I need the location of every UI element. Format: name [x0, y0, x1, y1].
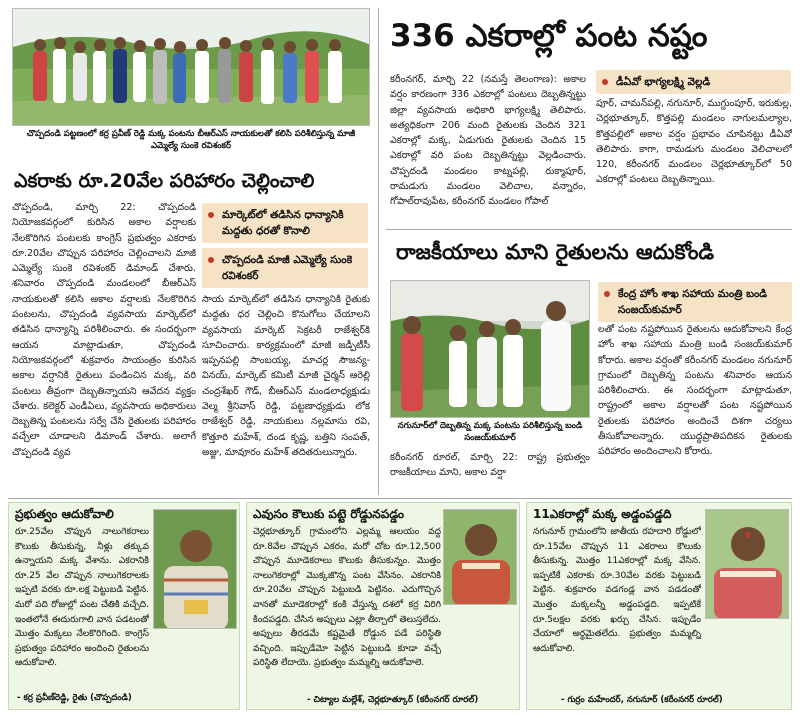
- headline-compensation: ఎకరాకు రూ.20వేల పరిహారం చెల్లించాలి: [14, 170, 315, 192]
- farmer-portrait-photo: [153, 509, 237, 629]
- photo-caption: చొప్పదండి పట్టణంలో కర్ర ప్రవీణ్ రెడ్డి మక్క పంటను బీఆర్ఎస్ నాయకులతో కలిసి పరిశీలిస్తున్న మాజీ ఎమ్మెల్యే సుంకె రవిశంకర్: [26, 129, 356, 151]
- panel-body: నగునూర్ గ్రామంలోని జాతీయ రహదారి రోడ్డులో రూ.15వేల చొప్పున 11 ఎకరాలు కౌలుకు తీసుకున్న. మొత్తం 11ఎకరాల్లో మక్క వేసిన. ఇప్పటికే ఎకరాకు రూ.30వేల వరకు పెట్టుబడి పెట్టిన. శుక్రవారం వడగండ్ల వాన పడడంతో మొత్తం మక్కలన్నీ అడ్డంపడ్డది. ఇప్పటికే రూ.5లక్షల వరకు ఖర్చు చేసిన. ఇప్పుడేం చేయాలో అర్థమైతలేదు. ప్రభుత్వం మమ్మల్ని ఆదుకోవాలి.: [533, 527, 701, 654]
- box-text: కేంద్ర హోం శాఖ సహాయ మంత్రి బండి సంజయ్‌కుమార్: [618, 288, 768, 316]
- highlight-box-minister: [598, 282, 792, 322]
- bullet-icon: [602, 79, 608, 85]
- panel-title: ప్రభుత్వం ఆదుకోవాలి: [15, 507, 114, 521]
- highlight-box-dao: [596, 70, 791, 94]
- story2-column2: పూర్, చామన్‌పల్లి, నగునూర్, ముగ్దుంపూర్, ఇరుకుల్ల, చెర్లభూత్కూర్, కొత్తపల్లి మండలం నాగులమల్యాల, కొత్తపల్లిలో అకాల వర్షం ప్రభావం చూపినట్టు డీఏవో తెలిపారు. కాగా, రామడుగు మండలం వెలిచాలలో 120, కరీంనగర్ మండలం చెర్లభూత్కూర్‌లో 50 ఎకరాల్లో పంటలు దెబ్బతిన్నాయి.: [596, 98, 792, 186]
- panel-body: చెర్లభూత్కూర్ గ్రామంలోని ఎల్లమ్మ ఆలయం వద్ద రూ.8వేల చొప్పున ఎకరం, మరో చోట రూ.12,500 చొప్పున మూడెకరాలు కౌలుకు తీసుకున్నం. మొత్తం నాలుగెకరాల్లో మొక్కజొన్న పంట వేసినం. ఎకరానికి రూ.20వేల చొప్పున పెట్టుబడి పెట్టినం. ఎదుగొచ్చిన వానతో మూడెకరాల్లో కంకి వేస్తున్న దశలో కర్ర విరిగి కిందపడ్డది. చేసిన అప్పులు ఎట్లా తీర్చాలో తెలుస్తలేదు. అప్పులు తీరడమే కష్టమైతే రోడ్డున పడే పరిస్థితి వచ్చింది. ఇప్పుడేమో పెట్టిన పెట్టుబడి కూడా వచ్చే పరిస్థితి లేదాయె. ప్రభుత్వం మమ్మల్ని ఆదుకోవాలె.: [253, 527, 441, 669]
- bullet-icon: [208, 257, 214, 263]
- story1-column2: సాయ మార్కెట్‌లో తడిసిన ధాన్యానికి రైతుకు మద్దతు ధర చెల్లించి కొనుగోలు చేయాలని వ్యవసాయ మార్కెట్ సెక్రటరీ రాజేశ్వర్‌కి సూచించారు. కార్యక్రమంలో మాజీ జడ్పీటీసీ ఇప్పనపల్లి సాంబయ్య, మాచర్ల సౌజన్య-వినయ్, మార్కెట్ కమిటీ మాజీ చైర్మన్ ఆరెల్లి చంద్రశేఖర్ గౌడ్, బీఆర్ఎస్ మండలాధ్యక్షుడు వెల్మ శ్రీనివాస్ రెడ్డి, పట్టణాధ్యక్షుడు లోక రాజేశ్వర్ రెడ్డి, నాయకులు నల్లమాసు రవి, కొత్తూరి మహేశ్, దండ కృష్ణ, బత్తిని సంపత్, అజ్జు, మావూరం మహేశ్ తదితరులున్నారు.: [202, 294, 370, 458]
- story3-column-bottom: కరీంనగర్ రూరల్, మార్చి 22: రాష్ట్ర ప్రభుత్వం రాజకీయాలు మాని, అకాల వర్షా: [390, 452, 590, 479]
- headline-politics: రాజకీయాలు మాని రైతులను ఆదుకోండి: [396, 240, 715, 264]
- story1-column1: చొప్పదండి, మార్చి 22: చొప్పదండి నియోజకవర్గంలో కురిసిన అకాల వర్షాలకు నేలకొరిగిన పంటలకు కాంగ్రెస్ ప్రభుత్వం ఎకరాకు రూ.20వేల చొప్పున పరిహారం చెల్లించాలని మాజీ ఎమ్మెల్యే సుంకె రవిశంకర్ డిమాండ్ చేశారు. శనివారం చొప్పదండి మండలంలో బీఆర్ఎస్ నాయకులతో కలిసి అకాల వర్షాలకు నేలకొరిగిన పంటలను, చొప్పదండి వ్యవసాయ మార్కెట్‌లో తడిసిన ధాన్యాన్ని పరిశీలించారు. ఈ సందర్భంగా ఆయన మాట్లాడుతూ, చొప్పదండి నియోజకవర్గంలో శుక్రవారం సాయంత్రం కురిసిన అకాల వర్షానికి రైతులు పండించిన మక్క, వరి పంటలు తీవ్రంగా దెబ్బతిన్నాయని ఆవేదన వ్యక్తం చేశారు. కలెక్టర్ ఎండీఏలు, వ్యవసాయ అధికారులు దెబ్బతిన్న పంటలను సర్వే చేసి రైతులకు పరిహారం వచ్చేలా చూడాలని డిమాండ్ చేశారు. అలాగే చొప్పదండి వ్యవ: [12, 202, 196, 458]
- highlight-box-person: [202, 248, 368, 288]
- box-text: చొప్పదండి మాజీ ఎమ్మెల్యే సుంకె రవిశంకర్: [222, 254, 353, 282]
- column-divider: [378, 8, 379, 495]
- farmer-portrait-photo: [705, 509, 789, 619]
- story3-column-right: లతో పంట నష్టపోయిన రైతులను ఆదుకోవాలని కేంద్ర హోం శాఖ సహాయ మంత్రి బండి సంజయ్‌కుమార్ కోరారు. అకాల వర్షంతో కరీంనగర్ మండలం నగునూర్ గ్రామంలో దెబ్బతిన్న పంటను శనివారం ఆయన పరిశీలించారు. ఈ సందర్భంగా మాట్లాడుతూ, రాష్ట్రంలో అకాల వర్షాలతో పంట నష్టపోయిన రైతులకు పరిహారం అందించే దిశగా చర్యలు తీసుకోవాలన్నారు. యుద్ధప్రాతిపదికన రైతులకు పరిహారం అందించాలని కోరారు.: [598, 324, 792, 458]
- farmer-portrait-photo: [443, 509, 517, 605]
- section-divider: [8, 498, 792, 499]
- box-text: డీఏవో భాగ్యలక్ష్మి వెల్లడి: [616, 76, 711, 88]
- story2-column1: కరీంనగర్, మార్చి 22 (నమస్తే తెలంగాణ): అకాల వర్షం కారణంగా 336 ఎకరాల్లో పంటలు దెబ్బతిన్నట్టు జిల్లా వ్యవసాయ అధికారి భాగ్యలక్ష్మి తెలిపారు. అత్యధికంగా 206 మంది రైతులకు చెందిన 321 ఎకరాల్లో మక్క, ఏడుగురు రైతులకు చెందిన 15 ఎకరాల్లో వరి పంట దెబ్బతిన్నట్టు వెల్లడించారు. చొప్పదండి మండలం కాట్నపల్లి, రుక్మాపూర్, రామడుగు మండలం వెలిచాల, వన్నారం, గోపాల్‌రావుపేట, కరీంనగర్ మండలం గోపాల్: [390, 74, 586, 208]
- field-inspection-photo: [12, 8, 370, 126]
- farmer-quote-panel-1: [8, 502, 240, 710]
- box-text: మార్కెట్‌లో తడిసిన ధాన్యానికి మద్దతు ధరతో కొనాలి: [222, 209, 344, 237]
- panel-title: ఎవుసం కౌలుకు పట్టె రోడ్డునపడ్డం: [253, 507, 405, 521]
- farmer-quote-panel-2: [246, 502, 520, 710]
- highlight-box-market: [202, 203, 368, 243]
- minister-photo-caption: నగునూర్‌లో దెబ్బతిన్న మక్క పంటను పరిశీలిస్తున్న బండి సంజయ్‌కుమార్: [397, 421, 583, 443]
- panel-title: 11ఎకరాల్లో మక్క అడ్డంపడ్డది: [533, 507, 672, 521]
- panel-signature: - కర్ర ప్రవీణ్‌రెడ్డి, రైతు (చొప్పదండి): [17, 693, 132, 703]
- minister-inspection-photo: [390, 280, 590, 418]
- headline-crop-loss: 336 ఎకరాల్లో పంట నష్టం: [390, 18, 708, 54]
- panel-signature: - చిట్యాల మల్లేశ్, చెర్లభూత్కూర్ (కరీంనగర్ రూరల్): [307, 695, 479, 705]
- farmer-quote-panel-3: [526, 502, 792, 710]
- bullet-icon: [604, 291, 610, 297]
- panel-signature: - గుర్రం మహేందర్, నగునూర్ (కరీంనగర్ రూరల్): [561, 695, 723, 705]
- section-divider: [386, 229, 792, 230]
- bullet-icon: [208, 212, 214, 218]
- panel-body: రూ.25వేల చొప్పున నాలుగెకరాలు కౌలుకు తీసుకున్న, నీళ్లు తక్కువ ఉన్నాయని మక్క వేశాను. ఎకరానికి రూ.25 వేల చొప్పున నాలుగెకరాలకు ఇప్పటి వరకు రూ.లక్ష పెట్టుబడి పెట్టిన. మరో పది రోజుల్లో పంట చేతికి వచ్చేది. ఇంతలోనే ఈదురుగాలి వాన పడటంతో మొత్తం మక్కలు నేలకొరిగింది. కాంగ్రెస్ ప్రభుత్వం పరిహారం అందించి రైతులను ఆదుకోవాలి.: [15, 527, 149, 669]
